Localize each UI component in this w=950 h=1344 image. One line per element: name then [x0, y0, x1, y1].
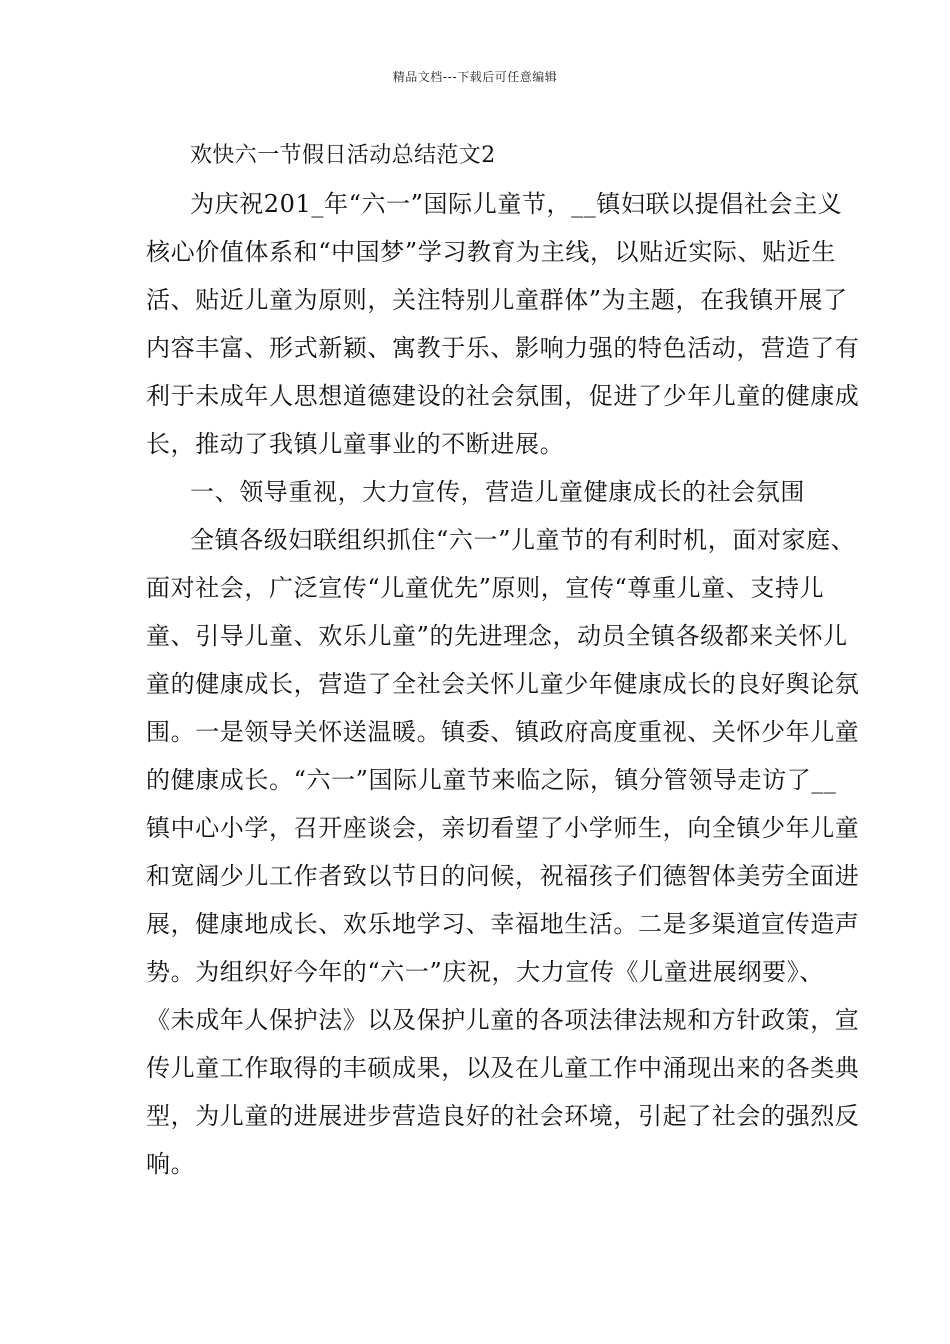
document-title: 欢快六一节假日活动总结范文2 [190, 143, 496, 168]
text-line: 势。为组织好今年的“六一”庆祝，大力宣传《儿童进展纲要》、 [146, 958, 824, 986]
header-note: 精品文档---下载后可任意编辑 [392, 70, 558, 84]
text-line: 面对社会，广泛宣传“儿童优先”原则，宣传“尊重儿童、支持儿 [146, 574, 825, 602]
text-line: 童、引导儿童、欢乐儿童”的先进理念，动员全镇各级都来关怀儿 [146, 622, 848, 650]
text-line: 内容丰富、形式新颖、寓教于乐、影响力强的特色活动，营造了有 [146, 334, 860, 362]
text-line: 《未成年人保护法》以及保护儿童的各项法律法规和方针政策，宣 [146, 1006, 860, 1034]
text-line: 长，推动了我镇儿童事业的不断进展。 [146, 430, 565, 458]
text-line: 活、贴近儿童为原则，关注特别儿童群体”为主题，在我镇开展了 [146, 286, 848, 314]
text-line: 镇中心小学，召开座谈会，亲切看望了小学师生，向全镇少年儿童 [146, 814, 860, 842]
text-line: 的健康成长。“六一”国际儿童节来临之际，镇分管领导走访了__ [146, 766, 837, 794]
text-line: 传儿童工作取得的丰硕成果，以及在儿童工作中涌现出来的各类典 [146, 1054, 860, 1082]
text-line: 核心价值体系和“中国梦”学习教育为主线，以贴近实际、贴近生 [146, 238, 836, 266]
text-line: 型，为儿童的进展进步营造良好的社会环境，引起了社会的强烈反 [146, 1102, 860, 1130]
document-body [146, 132, 860, 1188]
text-line: 围。一是领导关怀送温暖。镇委、镇政府高度重视、关怀少年儿童 [146, 718, 860, 746]
text-line: 和宽阔少儿工作者致以节日的问候，祝福孩子们德智体美劳全面进 [146, 862, 860, 890]
text-line: 全镇各级妇联组织抓住“六一”儿童节的有利时机，面对家庭、 [190, 526, 856, 554]
text-line: 响。 [146, 1150, 196, 1178]
text-line: 展，健康地成长、欢乐地学习、幸福地生活。二是多渠道宣传造声 [146, 910, 860, 938]
text-line: 利于未成年人思想道德建设的社会氛围，促进了少年儿童的健康成 [146, 382, 860, 410]
text-line: 为庆祝201_年“六一”国际儿童节，__镇妇联以提倡社会主义 [190, 190, 843, 218]
section-heading: 一、领导重视，大力宣传，营造儿童健康成长的社会氛围 [190, 478, 805, 506]
text-line: 童的健康成长，营造了全社会关怀儿童少年健康成长的良好舆论氛 [146, 670, 860, 698]
